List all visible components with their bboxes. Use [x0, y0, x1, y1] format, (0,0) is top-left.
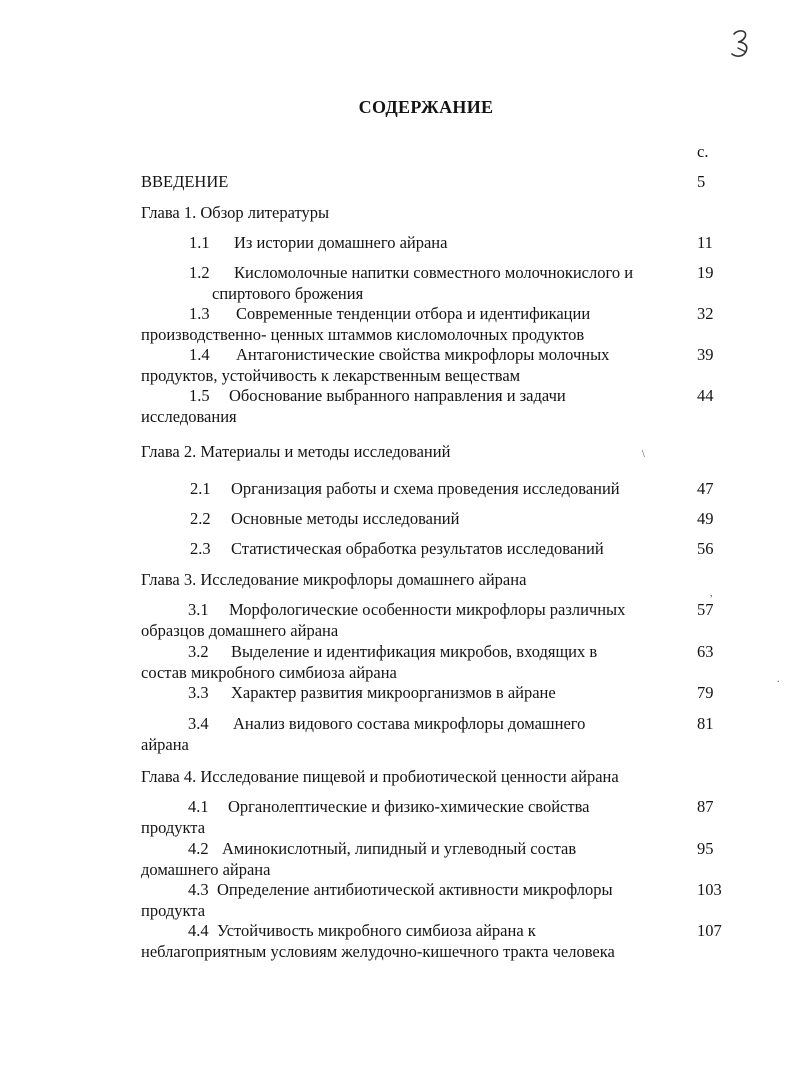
toc-page-number: 19: [697, 263, 714, 282]
toc-page-number: 81: [697, 714, 714, 733]
toc-section-title-continued: продукта: [141, 818, 206, 837]
toc-section-number: 4.1: [188, 797, 209, 816]
toc-section-title: Органолептические и физико-химические свойства: [228, 797, 590, 816]
toc-section-title-continued: образцов домашнего айрана: [141, 621, 339, 640]
toc-section-number: 4.4: [188, 921, 209, 940]
toc-section-title-continued: айрана: [141, 735, 189, 754]
toc-section-number: 1.1: [189, 233, 210, 252]
toc-page-number: 56: [697, 539, 714, 558]
toc-section-title: Аминокислотный, липидный и углеводный состав: [222, 839, 577, 858]
toc-section-title-continued: состав микробного симбиоза айрана: [141, 663, 397, 682]
toc-section-title: Антагонистические свойства микрофлоры молочных: [236, 345, 610, 364]
toc-page-number: 57: [697, 600, 714, 619]
toc-page-number: 63: [697, 642, 714, 661]
toc-page-number: 95: [697, 839, 714, 858]
toc-chapter-4: Глава 4. Исследование пищевой и пробиотической ценности айрана: [141, 767, 619, 786]
toc-section-title: Устойчивость микробного симбиоза айрана к: [217, 921, 536, 940]
toc-section-title: Характер развития микроорганизмов в айране: [231, 683, 556, 702]
toc-section-title-continued: исследования: [141, 407, 237, 426]
toc-page-number: 87: [697, 797, 714, 816]
toc-section-number: 1.3: [189, 304, 210, 323]
toc-page-number: 107: [697, 921, 722, 940]
toc-chapter-1: Глава 1. Обзор литературы: [141, 203, 330, 222]
toc-page-number: 5: [697, 172, 706, 191]
toc-section-number: 2.1: [190, 479, 211, 498]
toc-section-title: Организация работы и схема проведения исследований: [231, 479, 620, 498]
toc-section-title-continued: производственно- ценных штаммов кисломолочных продуктов: [141, 325, 585, 344]
scan-speck: ,: [710, 588, 713, 599]
toc-section-title: Кисломолочные напитки совместного молочнокислого и: [234, 263, 634, 282]
toc-section-title: Обоснование выбранного направления и задачи: [229, 386, 566, 405]
toc-section-number: 4.2: [188, 839, 209, 858]
toc-section-title: Современные тенденции отбора и идентификации: [236, 304, 591, 323]
toc-section-title-continued: домашнего айрана: [141, 860, 271, 879]
toc-section-title-continued: неблагоприятным условиям желудочно-кишечного тракта человека: [141, 942, 615, 961]
page-title: СОДЕРЖАНИЕ: [358, 97, 494, 117]
toc-page-number: 47: [697, 479, 714, 498]
scan-speck: \: [642, 449, 645, 460]
toc-section-number: 1.4: [189, 345, 210, 364]
toc-entry-introduction: ВВЕДЕНИЕ: [141, 172, 229, 191]
toc-section-number: 3.4: [188, 714, 209, 733]
toc-section-title: Выделение и идентификация микробов, входящих в: [231, 642, 598, 661]
toc-section-title-continued: продукта: [141, 901, 206, 920]
toc-page-number: 103: [697, 880, 722, 899]
toc-page-number: 79: [697, 683, 714, 702]
toc-section-title: Статистическая обработка результатов исследований: [231, 539, 604, 558]
page-column-label: с.: [697, 142, 709, 161]
toc-page-number: 11: [697, 233, 713, 252]
toc-section-number: 1.2: [189, 263, 210, 282]
toc-chapter-3: Глава 3. Исследование микрофлоры домашнего айрана: [141, 570, 527, 589]
handwritten-page-number: [728, 26, 758, 62]
toc-section-title-continued: спиртового брожения: [212, 284, 364, 303]
toc-section-title: Из истории домашнего айрана: [234, 233, 448, 252]
toc-section-title: Анализ видового состава микрофлоры домашнего: [233, 714, 586, 733]
toc-section-title: Основные методы исследований: [231, 509, 460, 528]
toc-section-title-continued: продуктов, устойчивость к лекарственным веществам: [141, 366, 521, 385]
toc-section-number: 4.3: [188, 880, 209, 899]
toc-page-number: 49: [697, 509, 714, 528]
toc-page-number: 44: [697, 386, 714, 405]
toc-page-number: 32: [697, 304, 714, 323]
toc-page-number: 39: [697, 345, 714, 364]
toc-section-number: 2.2: [190, 509, 211, 528]
toc-section-number: 3.3: [188, 683, 209, 702]
toc-chapter-2: Глава 2. Материалы и методы исследований: [141, 442, 451, 461]
toc-section-title: Определение антибиотической активности микрофлоры: [217, 880, 613, 899]
toc-section-number: 3.1: [188, 600, 209, 619]
toc-section-number: 2.3: [190, 539, 211, 558]
toc-section-number: 1.5: [189, 386, 210, 405]
toc-section-number: 3.2: [188, 642, 209, 661]
toc-section-title: Морфологические особенности микрофлоры различных: [229, 600, 626, 619]
scan-speck: .: [777, 674, 780, 685]
